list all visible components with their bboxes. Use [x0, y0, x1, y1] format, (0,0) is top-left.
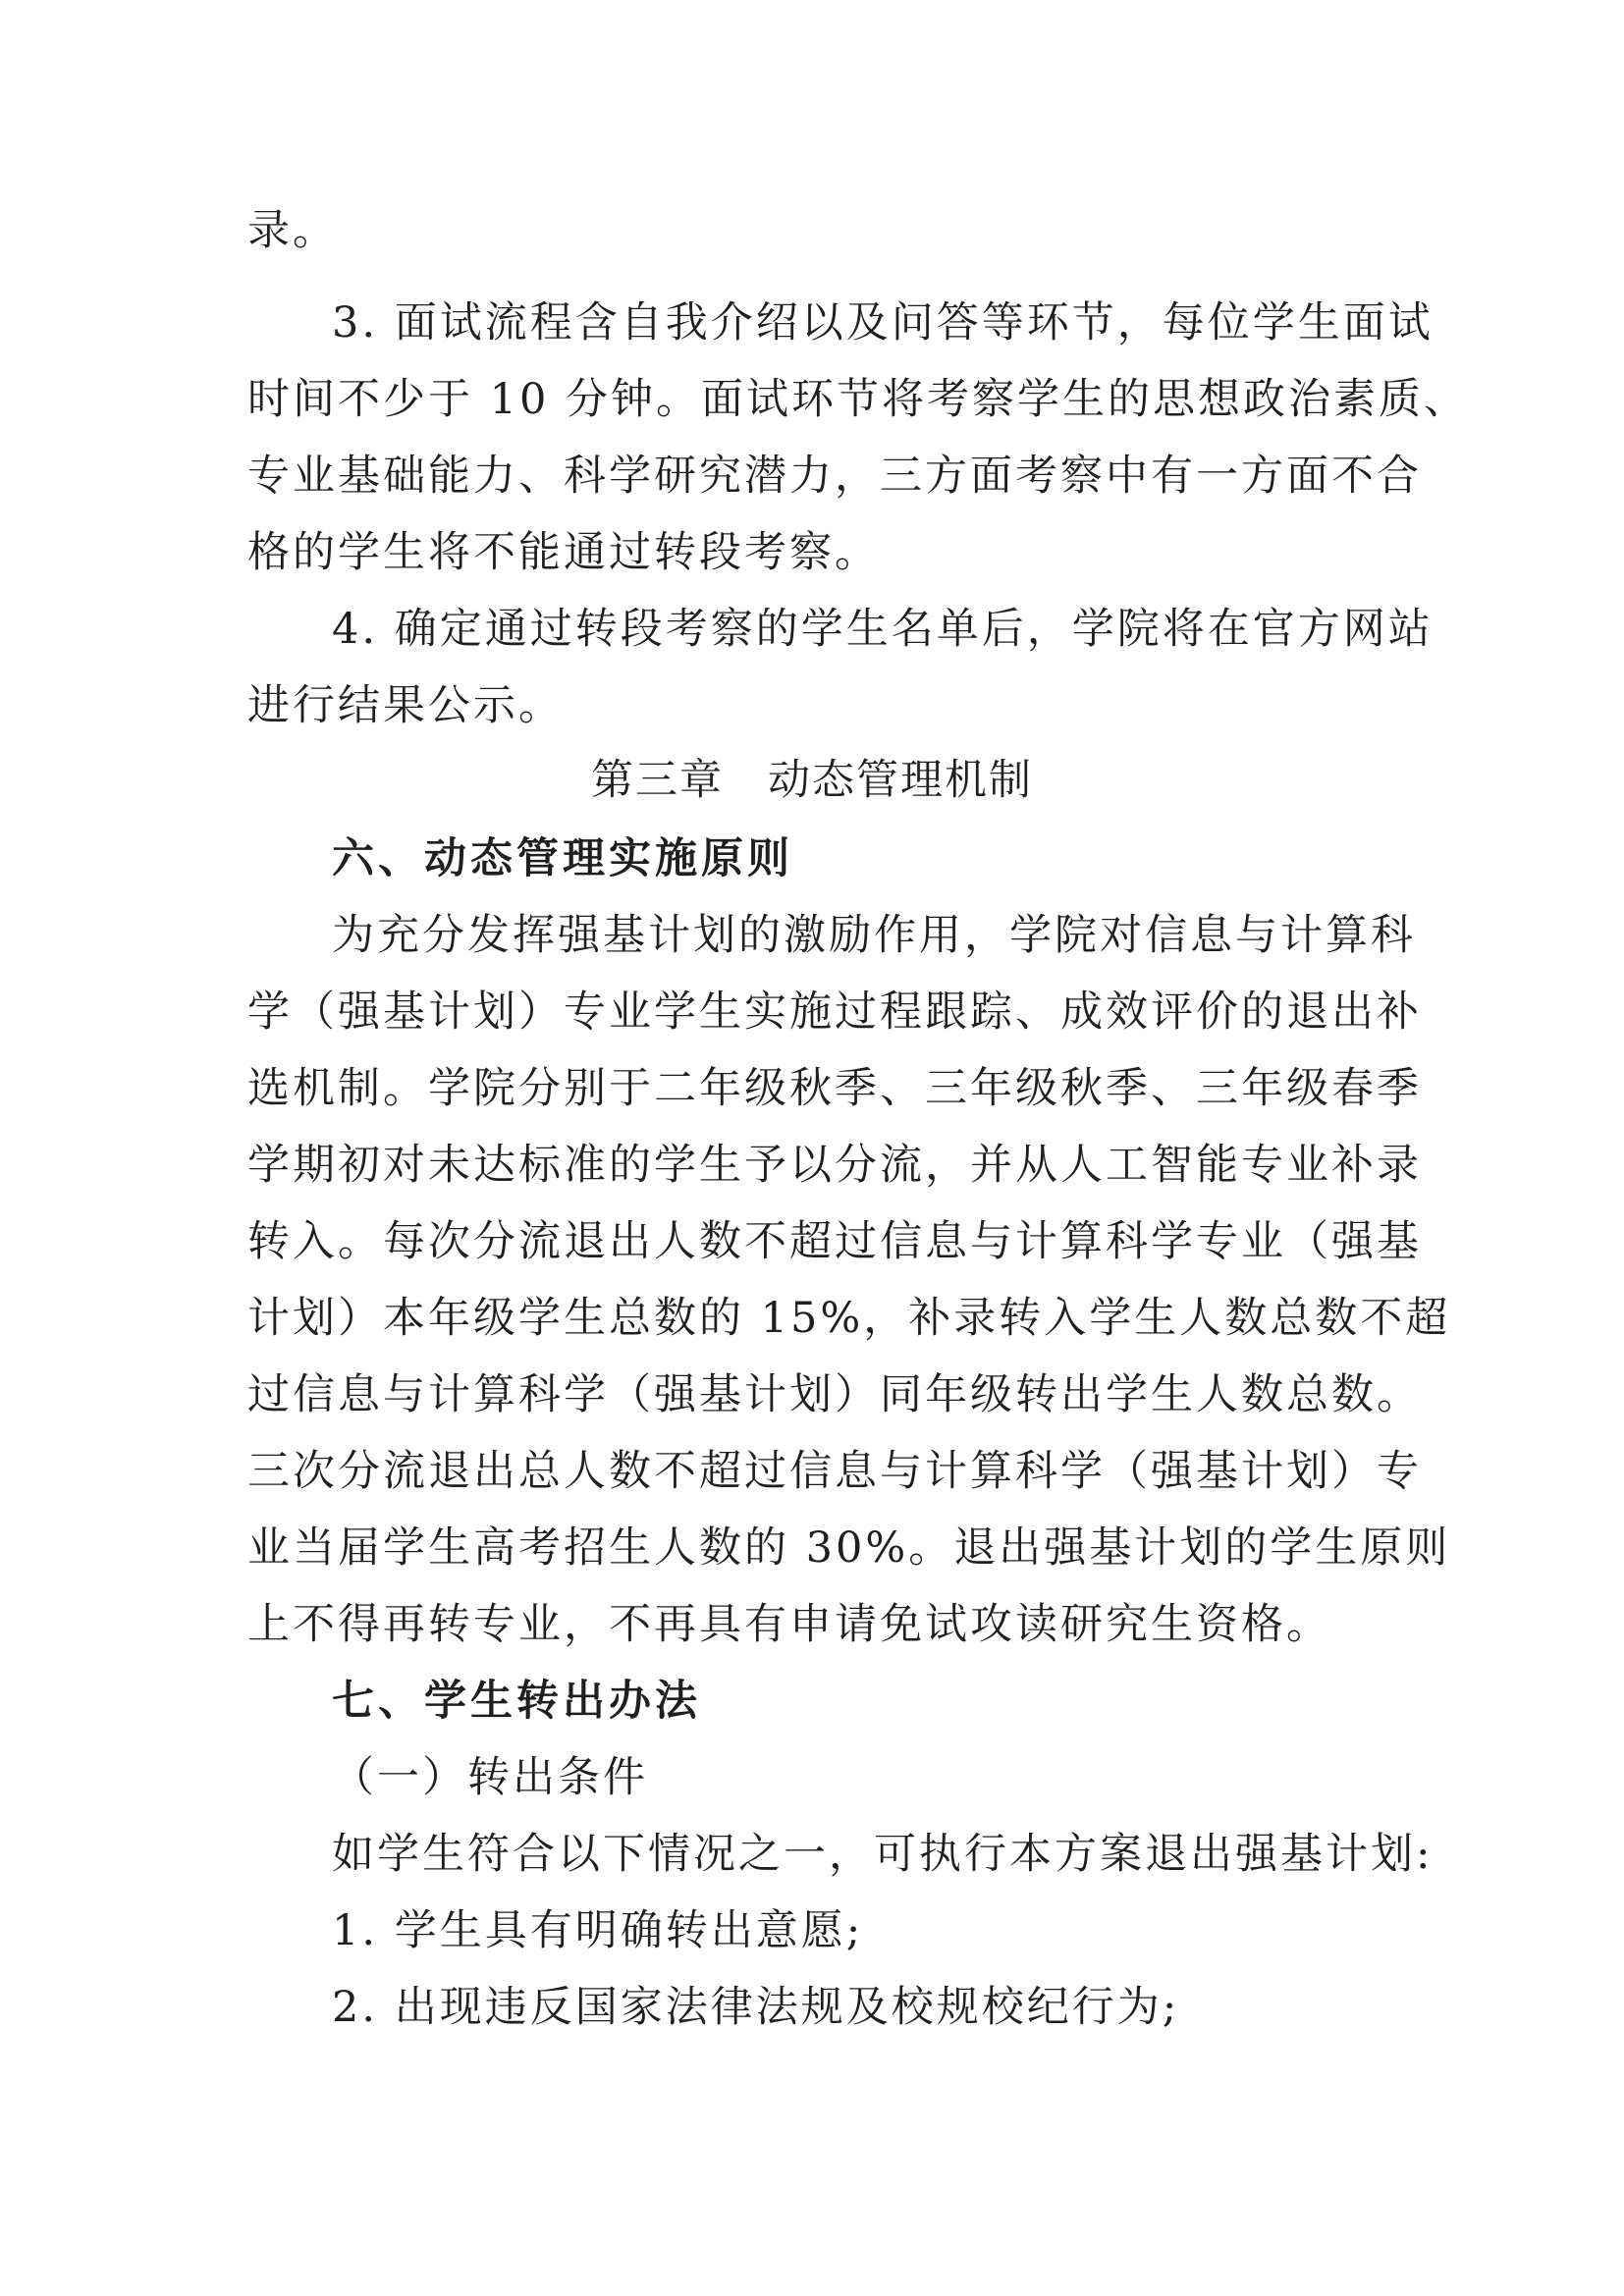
paragraph-line: 专业基础能力、科学研究潜力，三方面考察中有一方面不合: [247, 452, 1422, 501]
paragraph-line: 格的学生将不能通过转段考察。: [247, 528, 880, 577]
paragraph-line: 过信息与计算科学（强基计划）同年级转出学生人数总数。: [247, 1370, 1422, 1419]
paragraph-line: 计划）本年级学生总数的 15%，补录转入学生人数总数不超: [247, 1294, 1451, 1343]
paragraph-line: 如学生符合以下情况之一，可执行本方案退出强基计划:: [332, 1830, 1434, 1879]
paragraph-line: 进行结果公示。: [247, 681, 564, 730]
list-item: 2. 出现违反国家法律法规及校规校纪行为;: [332, 1983, 1180, 2032]
paragraph-line: 转入。每次分流退出人数不超过信息与计算科学专业（强基: [247, 1217, 1422, 1266]
paragraph-line: 4. 确定通过转段考察的学生名单后，学院将在官方网站: [332, 605, 1434, 654]
paragraph-line: 业当届学生高考招生人数的 30%。退出强基计划的学生原则: [247, 1523, 1451, 1573]
section-heading: 六、动态管理实施原则: [332, 834, 793, 883]
paragraph-line: 学（强基计划）专业学生实施过程跟踪、成效评价的退出补: [247, 988, 1422, 1037]
paragraph-line: 时间不少于 10 分钟。面试环节将考察学生的思想政治素质、: [247, 375, 1470, 424]
paragraph-line: 3. 面试流程含自我介绍以及问答等环节，每位学生面试: [332, 298, 1434, 347]
paragraph-line: 上不得再转专业，不再具有申请免试攻读研究生资格。: [247, 1600, 1331, 1649]
paragraph-line: 选机制。学院分别于二年级秋季、三年级秋季、三年级春季: [247, 1064, 1422, 1113]
paragraph-line: 为充分发挥强基计划的激励作用，学院对信息与计算科: [332, 911, 1416, 960]
list-item: 1. 学生具有明确转出意愿;: [332, 1906, 864, 1955]
paragraph-line: 学期初对未达标准的学生予以分流，并从人工智能专业补录: [247, 1141, 1422, 1190]
section-heading: 七、学生转出办法: [332, 1677, 701, 1726]
paragraph-line: 三次分流退出总人数不超过信息与计算科学（强基计划）专: [247, 1447, 1422, 1496]
subsection-heading: （一）转出条件: [332, 1753, 648, 1802]
paragraph-line: 录。: [247, 206, 338, 255]
chapter-title: 第三章 动态管理机制: [591, 756, 1033, 805]
